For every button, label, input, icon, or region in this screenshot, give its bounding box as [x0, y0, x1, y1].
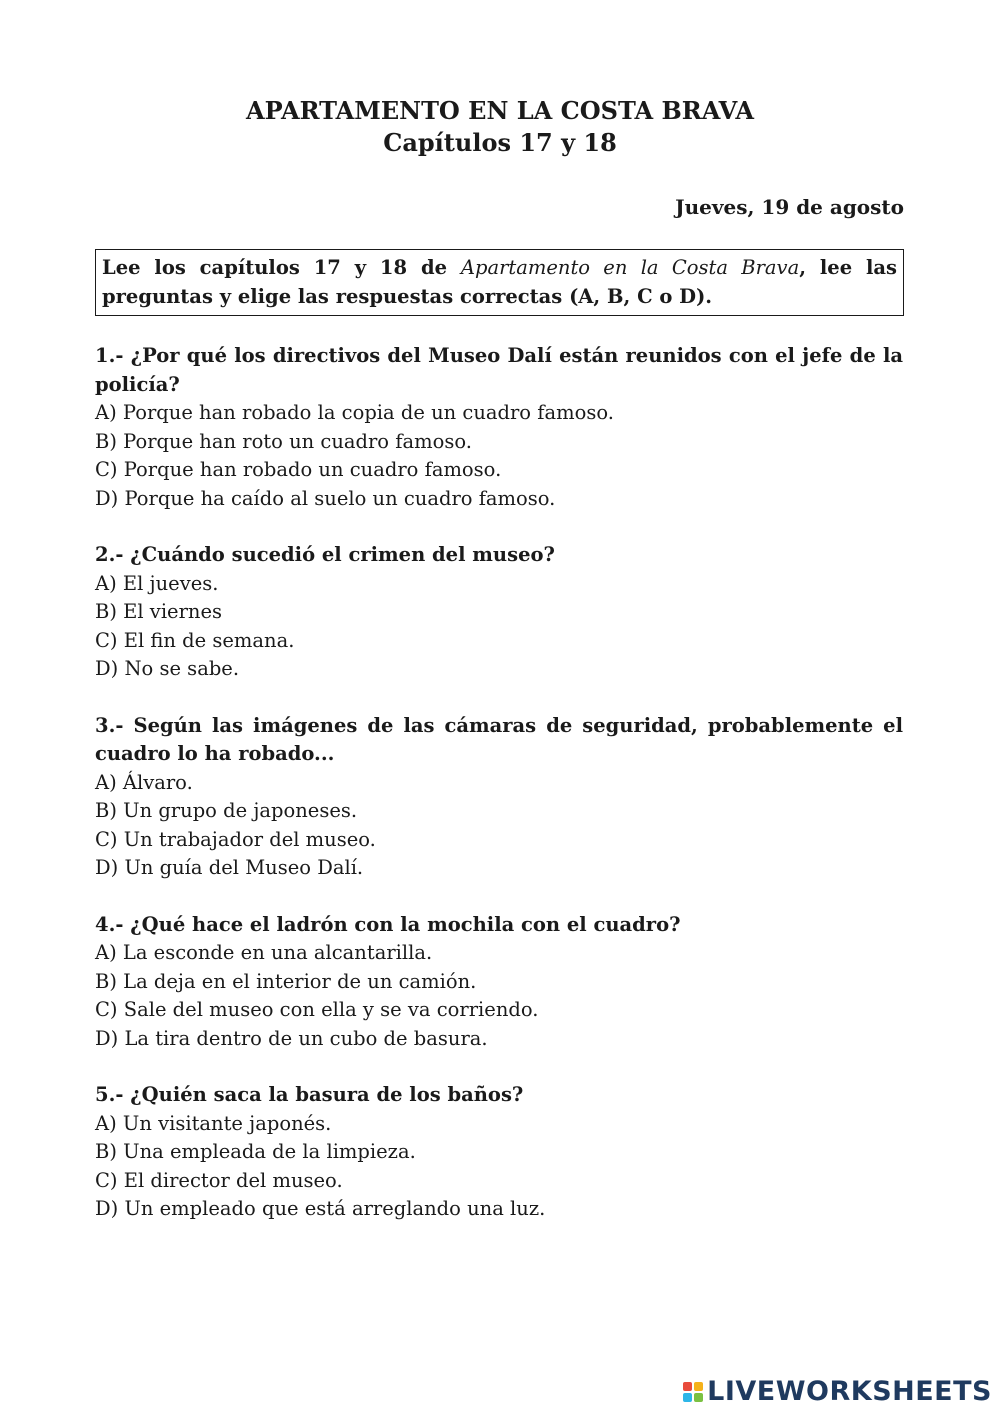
answer-option-b[interactable]: B) El viernes [95, 600, 223, 623]
question-text: 3.- Según las imágenes de las cámaras de seguridad, probablemente el cuadro lo ha robado... [95, 713, 903, 765]
document-title: APARTAMENTO EN LA COSTA BRAVA [246, 96, 754, 125]
answer-option-b[interactable]: B) La deja en el interior de un camión. [95, 969, 477, 993]
answer-option-b[interactable]: B) Un grupo de japoneses. [95, 799, 358, 822]
answer-option-d[interactable]: D) La tira dentro de un cubo de basura. [95, 1026, 488, 1050]
question-text: 2.- ¿Cuándo sucedió el crimen del museo? [95, 543, 555, 566]
question-list [95, 342, 903, 1252]
instructions-text-after: , lee las preguntas y elige las respuestas correctas (A, B, C o D). [102, 256, 897, 308]
question-4 [95, 911, 903, 1054]
answer-option-a[interactable]: A) La esconde en una alcantarilla. [95, 941, 433, 964]
question-5 [95, 1081, 903, 1224]
instructions-text-before: Lee los capítulos 17 y 18 de [102, 256, 461, 279]
instructions-box [95, 249, 904, 316]
logo-square-icon [683, 1382, 692, 1391]
logo-square-icon [694, 1393, 703, 1402]
answer-option-a[interactable]: A) Porque han robado la copia de un cuadro famoso. [95, 401, 614, 424]
liveworksheets-logo-text: LIVEWORKSHEETS [707, 1376, 992, 1407]
answer-option-d[interactable]: D) Un empleado que está arreglando una luz. [95, 1197, 546, 1220]
answer-option-d[interactable]: D) Porque ha caído al suelo un cuadro famoso. [95, 486, 556, 510]
answer-option-c[interactable]: C) Sale del museo con ella y se va corriendo. [95, 998, 539, 1021]
answer-option-c[interactable]: C) El fin de semana. [95, 628, 295, 652]
document-subtitle: Capítulos 17 y 18 [383, 128, 617, 157]
question-3 [95, 712, 903, 883]
answer-option-c[interactable]: C) Un trabajador del museo. [95, 827, 376, 851]
answer-option-d[interactable]: D) No se sabe. [95, 657, 240, 680]
question-text: 4.- ¿Qué hace el ladrón con la mochila con el cuadro? [95, 912, 681, 936]
document-date: Jueves, 19 de agosto [675, 195, 904, 219]
logo-square-icon [694, 1382, 703, 1391]
logo-square-icon [683, 1393, 692, 1402]
question-text: 5.- ¿Quién saca la basura de los baños? [95, 1083, 524, 1106]
answer-option-d[interactable]: D) Un guía del Museo Dalí. [95, 856, 364, 879]
question-2 [95, 541, 903, 684]
answer-option-b[interactable]: B) Una empleada de la limpieza. [95, 1140, 416, 1163]
answer-option-c[interactable]: C) El director del museo. [95, 1168, 343, 1192]
answer-option-a[interactable]: A) Un visitante japonés. [95, 1111, 332, 1135]
answer-option-a[interactable]: A) El jueves. [95, 571, 219, 595]
answer-option-a[interactable]: A) Álvaro. [95, 770, 193, 794]
instructions-book-title: Apartamento en la Costa Brava [460, 256, 800, 279]
question-text: 1.- ¿Por qué los directivos del Museo Dalí están reunidos con el jefe de la policía? [95, 344, 903, 396]
liveworksheets-logo [683, 1376, 992, 1407]
question-1 [95, 342, 903, 513]
answer-option-b[interactable]: B) Porque han roto un cuadro famoso. [95, 429, 472, 453]
answer-option-c[interactable]: C) Porque han robado un cuadro famoso. [95, 458, 502, 481]
liveworksheets-icon [683, 1382, 703, 1402]
